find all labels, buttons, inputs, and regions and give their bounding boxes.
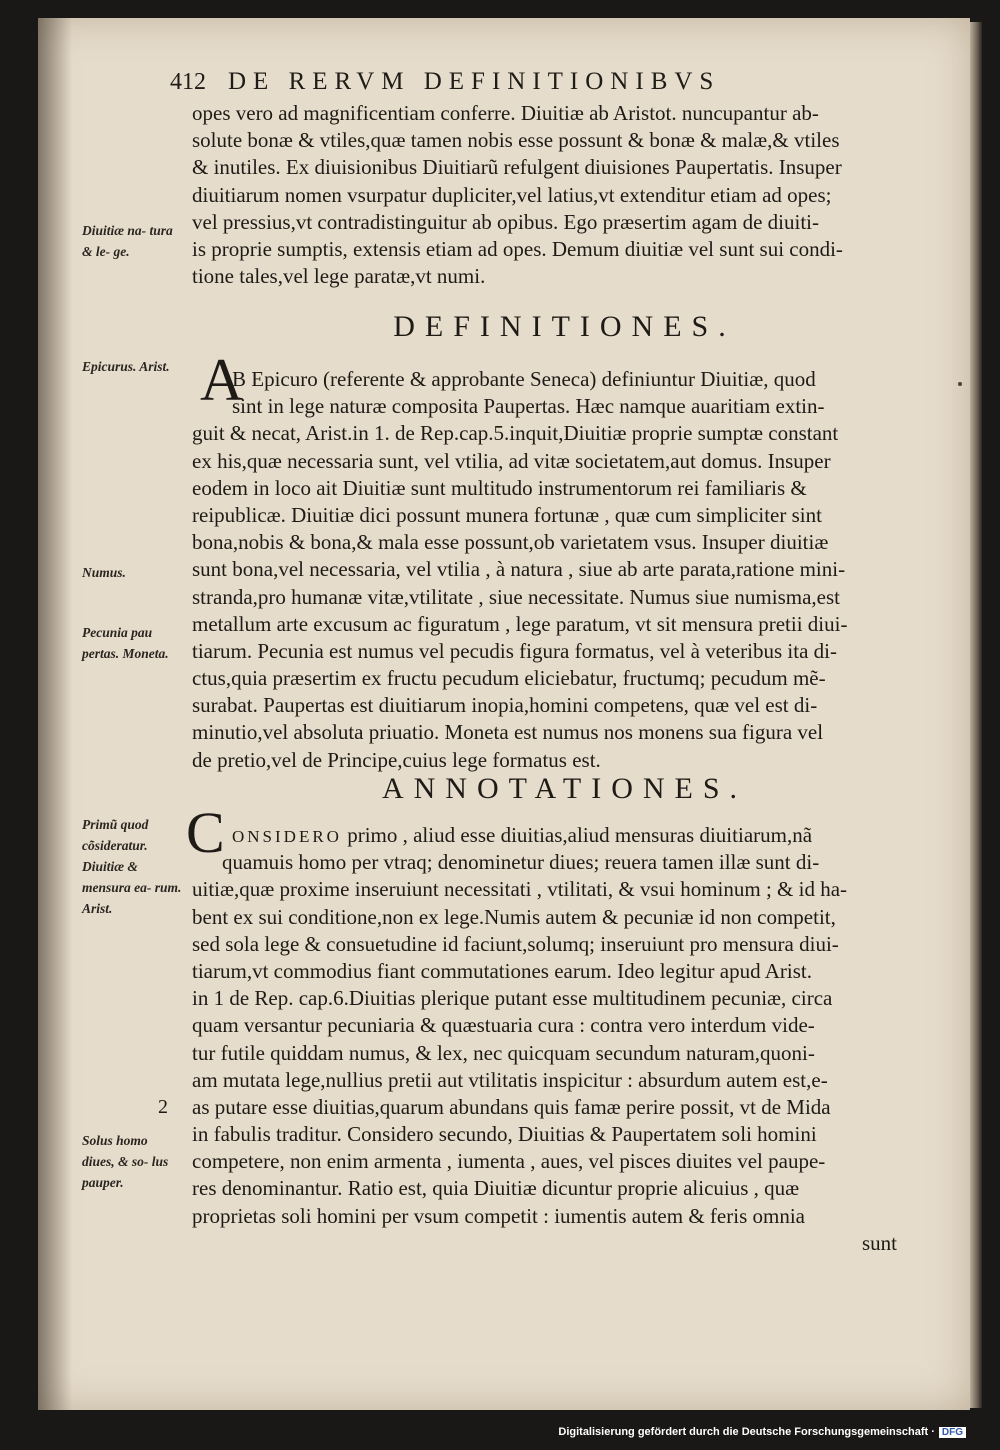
first-line-rest: primo , aliud esse diuitias,aliud mensuras diuitiarum,nã	[341, 823, 813, 847]
text-line: minutio,vel absoluta priuatio. Moneta est numus nos monens sua figura vel	[192, 720, 824, 745]
text-line: sed sola lege & consuetudine id faciunt,solumq; inseruiunt pro mensura diui-	[192, 931, 839, 956]
annotationes-heading: ANNOTATIONES.	[381, 772, 748, 805]
running-head-title: DE RERVM DEFINITIONIBVS	[228, 68, 721, 95]
page-edge	[970, 22, 982, 1408]
text-line: de pretio,vel de Principe,cuius lege formatus est.	[192, 747, 601, 772]
text-line: proprietas soli homini per vsum competit : iumentis autem & feris omnia	[192, 1203, 805, 1228]
text-line: competere, non enim armenta , iumenta , aues, vel pisces diuites vel paupe-	[192, 1149, 826, 1174]
page-number: 412	[170, 69, 206, 95]
text-line: tiarum,vt commodius fiant commutationes earum. Ideo legitur apud Arist.	[192, 958, 812, 983]
text-line: is proprie sumptis, extensis etiam ad opes. Demum diuitiæ vel sunt sui condi-	[192, 236, 843, 261]
text-line: tiarum. Pecunia est numus vel pecudis figura formatus, vel à veteribus ita di-	[192, 638, 837, 663]
text-line: as putare esse diuitias,quarum abundans quis famæ perire possit, vt de Mida	[192, 1094, 831, 1119]
text-line: surabat. Paupertas est diuitiarum inopia,homini competens, quæ vel est di-	[192, 693, 818, 718]
intro-paragraph	[192, 100, 937, 290]
margin-note-solus-homo: Solus homo diues, & so- lus pauper.	[82, 1133, 169, 1190]
annotationes-paragraph	[192, 822, 937, 1257]
annotationes-dropcap: C	[186, 800, 225, 865]
text-line: uitiæ,quæ proxime inseruiunt necessitati , vtilitati, & vsui hominum ; & id ha-	[192, 877, 848, 902]
text-line: ex his,quæ necessaria sunt, vel vtilia, ad vitæ societatem,aut domus. Insuper	[192, 448, 831, 473]
digitization-footer	[558, 1426, 966, 1438]
running-head	[170, 68, 860, 96]
text-line: am mutata lege,nullius pretii aut vtilitatis inspicitur : absurdum autem est,e-	[192, 1067, 828, 1092]
text-line: vel pressius,vt contradistinguitur ab opibus. Ego præsertim agam de diuiti-	[192, 209, 819, 234]
text-line: sint in lege naturæ composita Paupertas. Hæc namque auaritiam extin-	[232, 394, 825, 419]
text-line: opes vero ad magnificentiam conferre. Diuitiæ ab Aristot. nuncupantur ab-	[192, 101, 819, 125]
definitiones-heading: DEFINITIONES.	[393, 310, 736, 343]
text-line: solute bonæ & vtiles,quæ tamen nobis esse possunt & bonæ & malæ,& vtiles	[192, 128, 840, 153]
text-line: sunt bona,vel necessaria, vel vtilia , à natura , siue ab arte parata,ratione mini-	[192, 557, 846, 582]
dfg-logo: DFG	[939, 1427, 966, 1438]
definitiones-dropcap: A	[200, 347, 244, 413]
text-line: & inutiles. Ex diuisionibus Diuitiarũ refulgent diuisiones Paupertatis. Insuper	[192, 155, 842, 180]
ink-speck	[958, 382, 962, 386]
footer-text: Digitalisierung gefördert durch die Deutsche Forschungsgemeinschaft ·	[558, 1426, 935, 1438]
page-gutter-shadow	[38, 18, 72, 1410]
text-line: eodem in loco ait Diuitiæ sunt multitudo instrumentorum rei familiaris &	[192, 475, 807, 500]
first-word: ONSIDERO	[232, 827, 342, 846]
definitiones-paragraph	[192, 366, 937, 774]
text-line: ctus,quia præsertim ex fructu pecudum eliciebatur, fructumq; pecudum mẽ-	[192, 666, 826, 691]
text-line: guit & necat, Arist.in 1. de Rep.cap.5.inquit,Diuitiæ proprie sumptæ constant	[192, 421, 839, 446]
text-line: bent ex sui conditione,non ex lege.Numis autem & pecuniæ id non competit,	[192, 904, 836, 929]
margin-note-primum: Primũ quod cõsideratur. Diuitiæ & mensura ea- rum. Arist.	[82, 817, 182, 916]
text-line: metallum arte excusum ac figuratum , lege paratum, vt sit mensura pretii diui-	[192, 611, 848, 636]
text-line: reipublicæ. Diuitiæ dici possunt munera fortunæ , quæ cum simpliciter sint	[192, 502, 822, 527]
margin-note-numus: Numus.	[82, 565, 126, 580]
text-line: in fabulis traditur. Considero secundo, Diuitias & Paupertatem soli homini	[192, 1122, 817, 1147]
margin-note-epicurus: Epicurus. Arist.	[82, 359, 170, 374]
text-line: B Epicuro (referente & approbante Seneca) definiuntur Diuitiæ, quod	[232, 367, 816, 391]
text-line: in 1 de Rep. cap.6.Diuitias plerique putant esse multitudinem pecuniæ, circa	[192, 986, 833, 1011]
marginal-number: 2	[158, 1096, 168, 1118]
text-line: stranda,pro humanæ vitæ,vtilitate , siue necessitate. Numus siue numisma,est	[192, 584, 840, 609]
margin-note-diuitiae-natura: Diuitiæ na- tura & le- ge.	[82, 223, 173, 259]
text-line: tione tales,vel lege paratæ,vt numi.	[192, 264, 486, 289]
text-line: quamuis homo per vtraq; denominetur diues; reuera tamen illæ sunt di-	[222, 850, 820, 875]
text-line: bona,nobis & bona,& mala esse possunt,ob varietatem vsus. Insuper diuitiæ	[192, 530, 829, 555]
margin-note-pecunia: Pecunia pau pertas. Moneta.	[82, 625, 169, 661]
text-line: quam versantur pecuniaria & quæstuaria cura : contra vero interdum vide-	[192, 1013, 815, 1038]
catchword: sunt	[861, 1230, 897, 1255]
text-line: tur futile quiddam numus, & lex, nec quicquam secundum naturam,quoni-	[192, 1040, 815, 1065]
text-line: diuitiarum nomen vsurpatur dupliciter,vel latius,vt extenditur etiam ad opes;	[192, 182, 832, 207]
text-line	[192, 822, 937, 849]
text-line: res denominantur. Ratio est, quia Diuitiæ dicuntur proprie alicuius , quæ	[192, 1176, 800, 1201]
